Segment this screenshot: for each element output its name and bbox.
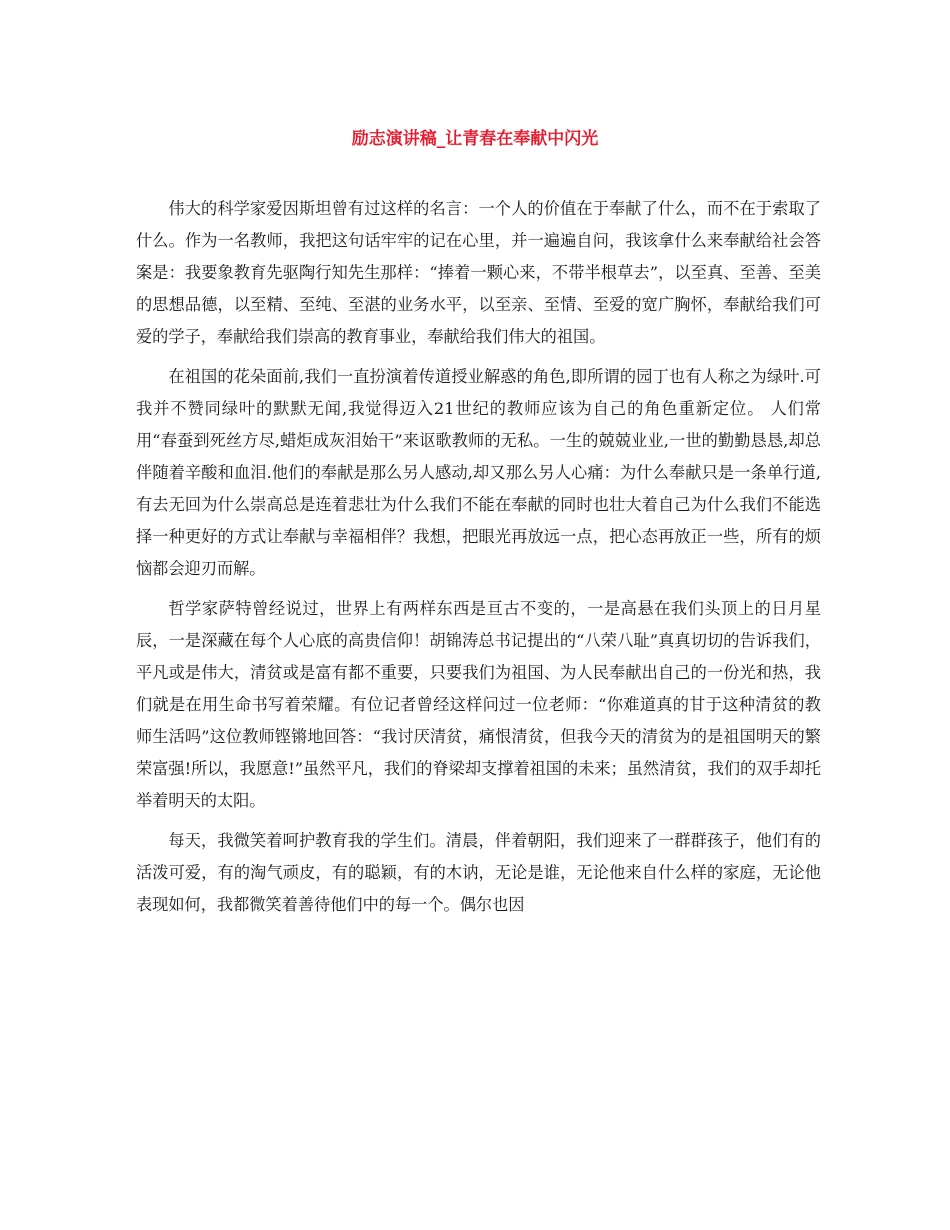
paragraph-4: 每天，我微笑着呵护教育我的学生们。清晨，伴着朝阳，我们迎来了一群群孩子，他们有的活泼可爱，有的淘气顽皮，有的聪颖，有的木讷，无论是谁，无论他来自什么样的家庭，无论他表现如何，我都微笑着善待他们中的每一个。偶尔也因: [136, 831, 821, 914]
document-title: 励志演讲稿_让青春在奉献中闪光: [351, 129, 599, 149]
paragraph-3: 哲学家萨特曾经说过，世界上有两样东西是亘古不变的，一是高悬在我们头顶上的日月星辰，一是深藏在每个人心底的高贵信仰！胡锦涛总书记提出的“八荣八耻”真真切切的告诉我们，平凡或是伟大，清贫或是富有都不重要，只要我们为祖国、为人民奉献出自己的一份光和热，我们就是在用生命书写着荣耀。有位记者曾经这样问过一位老师：“你难道真的甘于这种清贫的教师生活吗”这位教师铿锵地回答：“我讨厌清贫，痛恨清贫，但我今天的清贫为的是祖国明天的繁荣富强!所以，我愿意!”虽然平凡，我们的脊梁却支撑着祖国的未来；虽然清贫，我们的双手却托举着明天的太阳。: [136, 599, 821, 810]
paragraph-1: 伟大的科学家爱因斯坦曾有过这样的名言：一个人的价值在于奉献了什么，而不在于索取了什么。作为一名教师，我把这句话牢牢的记在心里，并一遍遍自问，我该拿什么来奉献给社会答案是：我要象教育先驱陶行知先生那样：“捧着一颗心来，不带半根草去”，以至真、至善、至美的思想品德，以至精、至纯、至湛的业务水平，以至亲、至情、至爱的宽广胸怀，奉献给我们可爱的学子，奉献给我们崇高的教育事业，奉献给我们伟大的祖国。: [136, 199, 821, 346]
document-body: [136, 193, 821, 929]
paragraph-2: 在祖国的花朵面前,我们一直扮演着传道授业解惑的角色,即所谓的园丁也有人称之为绿叶.可我并不赞同绿叶的默默无闻,我觉得迈入21世纪的教师应该为自己的角色重新定位。 人们常用“春蚕到死丝方尽,蜡炬成灰泪始干”来讴歌教师的无私。一生的兢兢业业,一世的勤勤恳恳,却总伴随着辛酸和血泪.他们的奉献是那么另人感动,却又那么另人心痛：为什么奉献只是一条单行道,有去无回为什么崇高总是连着悲壮为什么我们不能在奉献的同时也壮大着自己为什么我们不能选择一种更好的方式让奉献与幸福相伴？我想，把眼光再放远一点，把心态再放正一些，所有的烦恼都会迎刃而解。: [136, 367, 821, 578]
